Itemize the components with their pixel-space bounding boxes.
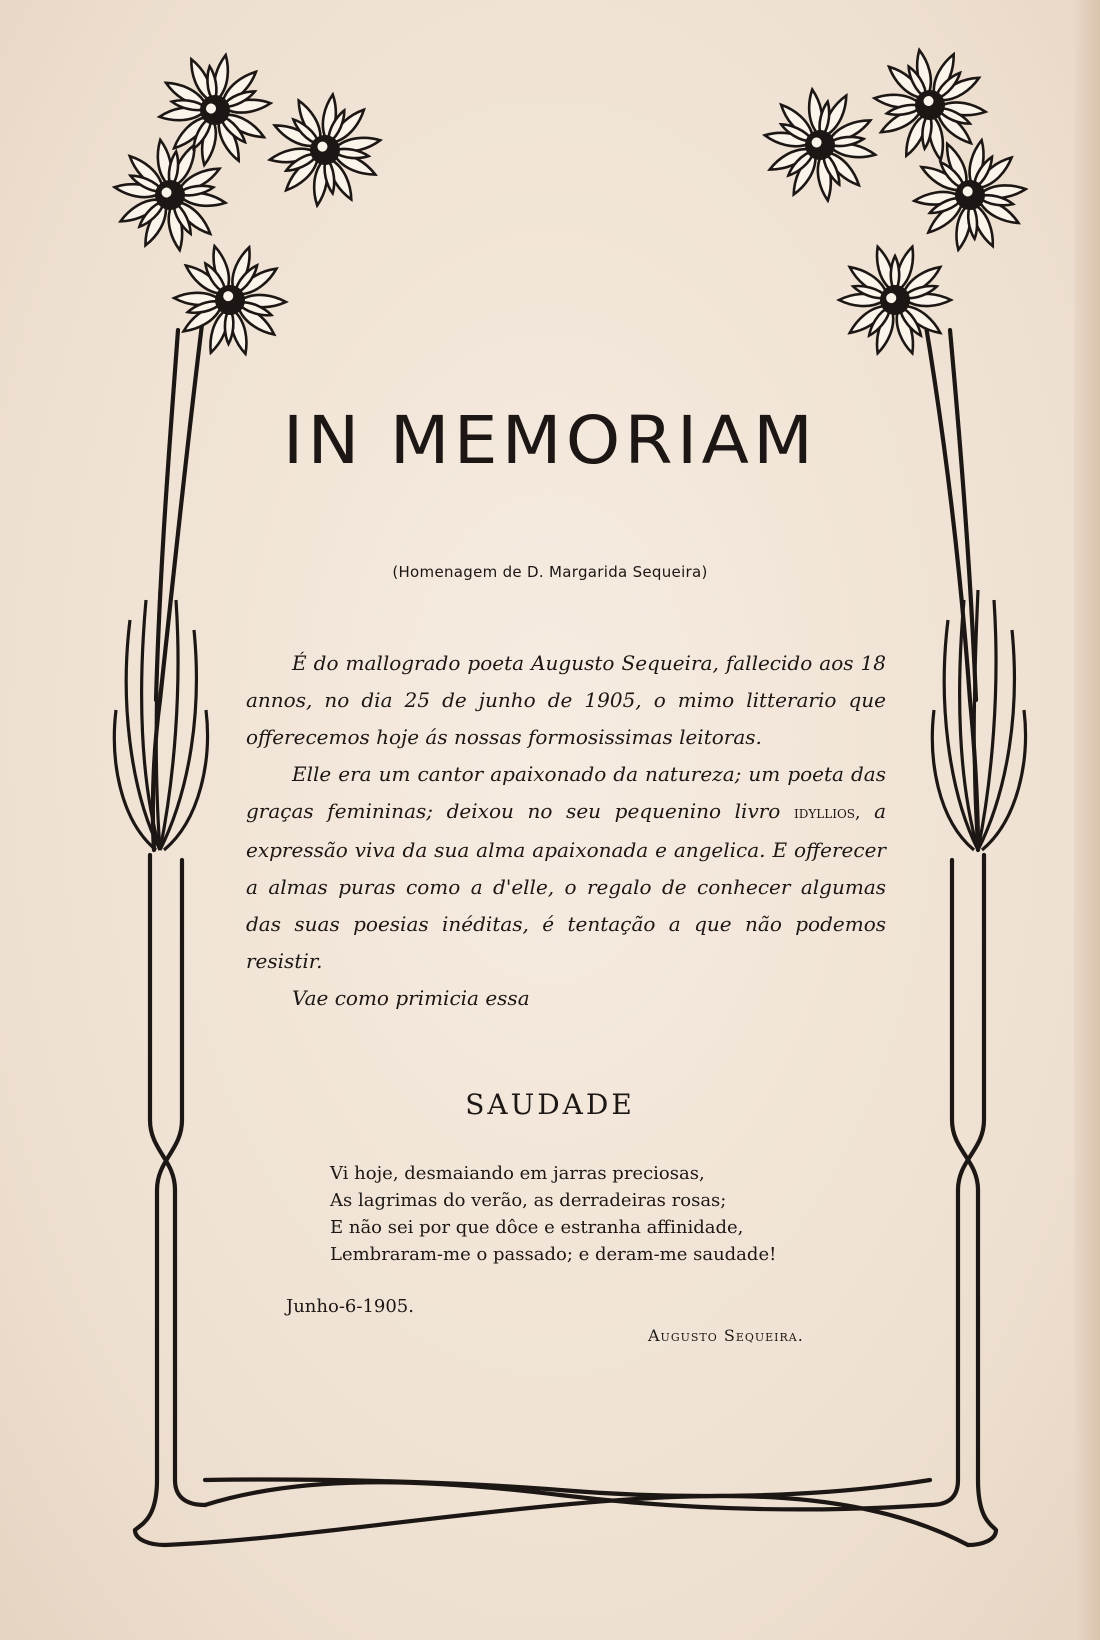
paragraph-2-start: Elle era um cantor apaixonado da natureza; um poeta das graças femininas; deixou no seu pequenino livro	[246, 762, 886, 823]
article-body	[246, 645, 886, 1017]
poem-author: Augusto Sequeira.	[648, 1326, 804, 1345]
poem-line: E não sei por que dôce e estranha affinidade,	[330, 1217, 744, 1238]
poem-body	[330, 1160, 776, 1268]
paragraph-2	[246, 756, 886, 980]
poem-line: As lagrimas do verão, as derradeiras rosas;	[330, 1190, 727, 1211]
poem-line: Lembraram-me o passado; e deram-me saudade!	[330, 1244, 777, 1265]
book-title: idyllios,	[794, 803, 861, 823]
poem-date: Junho-6-1905.	[286, 1296, 414, 1317]
poem-title: SAUDADE	[465, 1088, 635, 1121]
page-subtitle: (Homenagem de D. Margarida Sequeira)	[392, 563, 708, 581]
paragraph-1: É do mallogrado poeta Augusto Sequeira, fallecido aos 18 annos, no dia 25 de junho de 1905, o mimo litterario que offerecemos hoje ás nossas formosissimas leitoras.	[246, 651, 886, 749]
page-title: IN MEMORIAM	[282, 402, 818, 479]
paragraph-2-end: a expressão viva da sua alma apaixonada e angelica. E offerecer a almas puras como a d'elle, o regalo de conhecer algumas das suas poesias inéditas, é tentação a que não podemos resistir.	[246, 799, 887, 973]
poem-line: Vi hoje, desmaiando em jarras preciosas,	[330, 1163, 705, 1184]
paragraph-3: Vae como primicia essa	[292, 986, 530, 1010]
